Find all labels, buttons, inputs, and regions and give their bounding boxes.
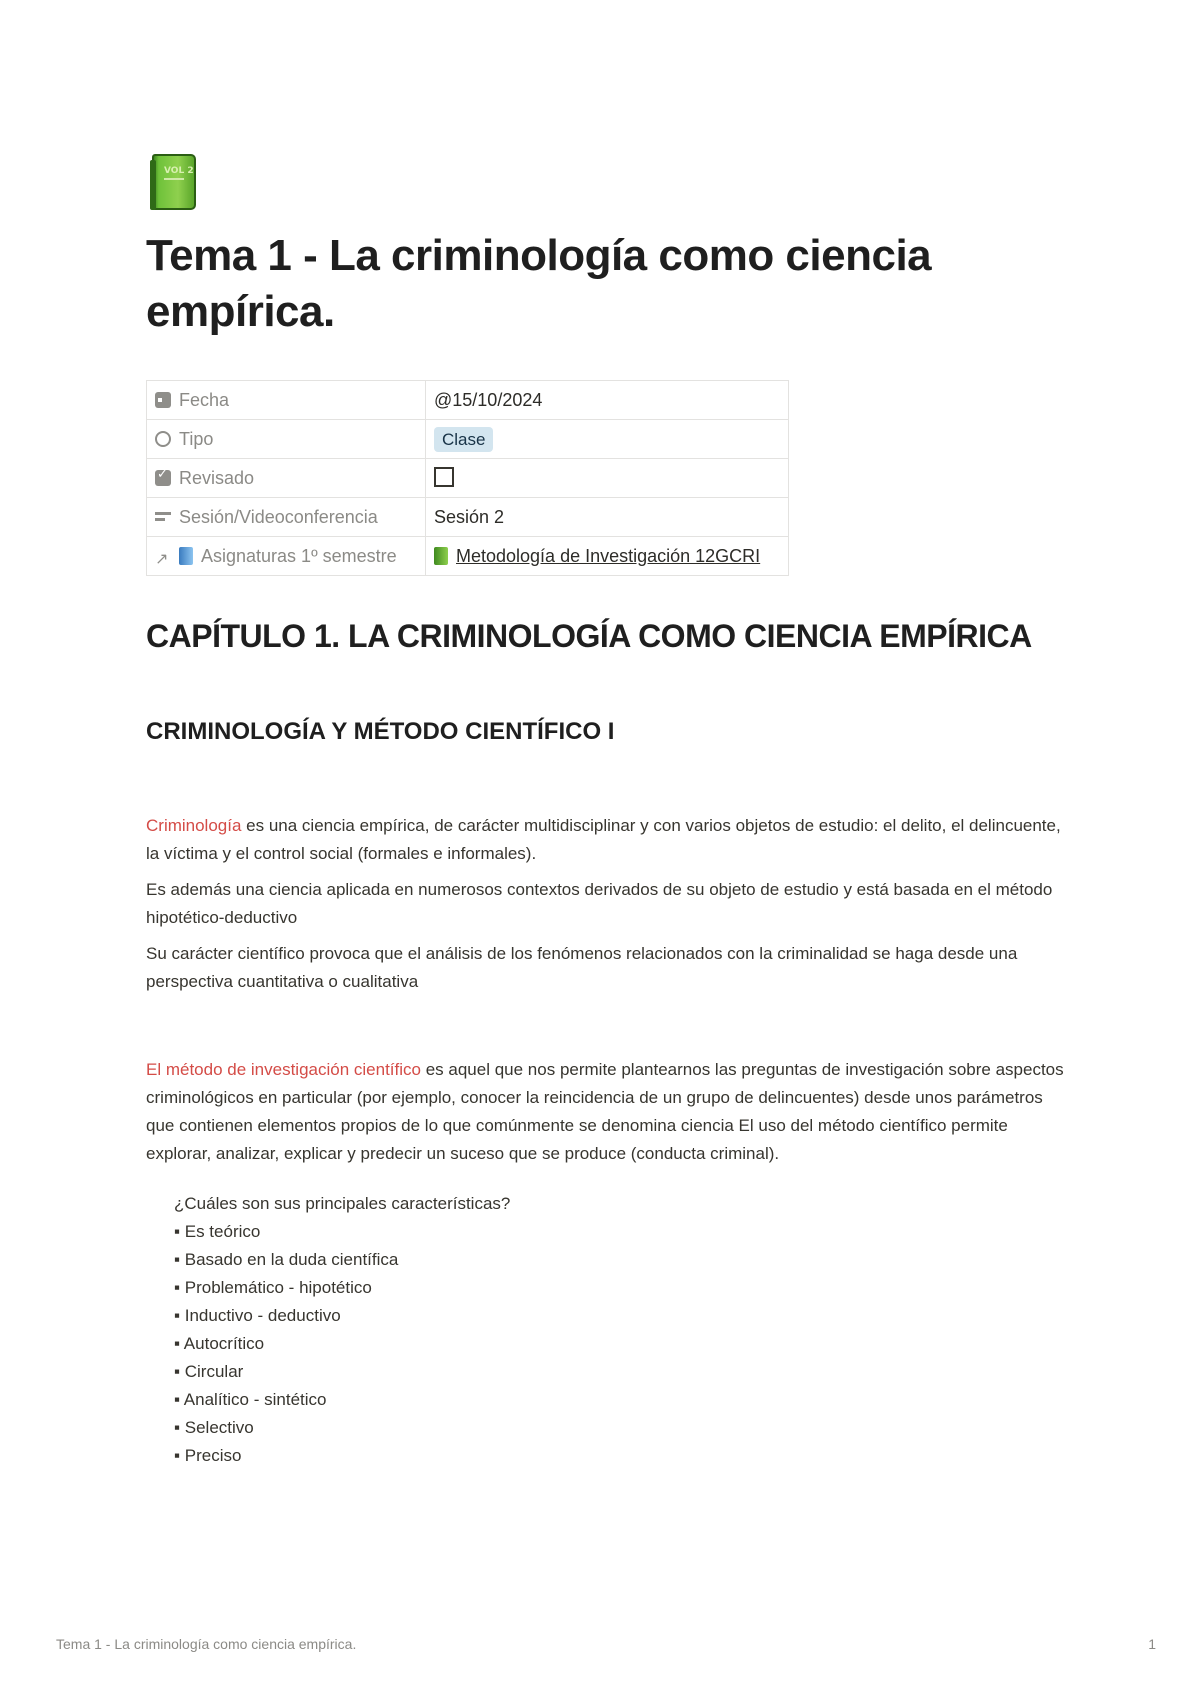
checkbox-icon: [155, 470, 171, 486]
property-row-fecha: [147, 381, 789, 420]
property-key: Revisado: [179, 467, 255, 488]
list-item: ▪ Analítico - sintético: [174, 1390, 327, 1409]
property-key: Asignaturas 1º semestre: [201, 545, 397, 566]
property-key: Fecha: [179, 389, 230, 410]
characteristics-list: [146, 1190, 1066, 1470]
list-item: ▪ Basado en la duda científica: [174, 1250, 399, 1269]
list-item: ▪ Circular: [174, 1362, 244, 1381]
list-item: ▪ Preciso: [174, 1446, 242, 1465]
revisado-checkbox[interactable]: [434, 467, 454, 487]
highlight-term: Criminología: [146, 816, 242, 835]
green-book-icon: [434, 547, 448, 565]
footer-title: Tema 1 - La criminología como ciencia empírica.: [56, 1636, 357, 1652]
property-key: Tipo: [179, 428, 214, 449]
list-item: ▪ Inductivo - deductivo: [174, 1306, 341, 1325]
property-row-asignaturas: [147, 537, 789, 576]
section-heading: CRIMINOLOGÍA Y MÉTODO CIENTÍFICO I: [146, 718, 615, 745]
session-value[interactable]: Sesión 2: [434, 506, 505, 527]
property-row-sesion: [147, 498, 789, 537]
page-title: Tema 1 - La criminología como ciencia empírica.: [146, 231, 932, 336]
type-tag[interactable]: Clase: [434, 427, 493, 452]
subject-link[interactable]: Metodología de Investigación 12GCRI: [456, 545, 761, 566]
list-item: ▪ Problemático - hipotético: [174, 1278, 372, 1297]
paragraph-ciencia-aplicada: Es además una ciencia aplicada en numerosos contextos derivados de su objeto de estudio y está basada en el método hipotético-deductivo: [146, 880, 1053, 927]
type-select-icon: [155, 431, 171, 447]
paragraph-criminologia: Criminología es una ciencia empírica, de carácter multidisciplinar y con varios objetos de estudio: el delito, el delincuente, la víctima y el control social (formales e informales).: [146, 816, 1061, 863]
document-page: [146, 150, 1066, 1470]
highlight-term: El método de investigación científico: [146, 1060, 421, 1079]
list-title: ¿Cuáles son sus principales características?: [174, 1194, 511, 1213]
paragraph-caracter-cientifico: Su carácter científico provoca que el análisis de los fenómenos relacionados con la criminalidad se haga desde una perspectiva cuantitativa o cualitativa: [146, 944, 1018, 991]
green-book-icon: VOL 2: [146, 150, 202, 214]
blue-book-icon: [179, 547, 193, 565]
properties-table: [146, 380, 789, 576]
list-item: ▪ Selectivo: [174, 1418, 254, 1437]
paragraph-metodo: El método de investigación científico es aquel que nos permite plantearnos las preguntas de investigación sobre aspectos criminológicos en particular (por ejemplo, conocer la reincidencia de un grupo de delincuentes) desde unos parámetros que contienen elementos propios de lo que comúnmente se denomina ciencia El uso del método científico permite explorar, analizar, explicar y predecir un suceso que se produce (conducta criminal).: [146, 1060, 1064, 1163]
property-row-tipo: [147, 420, 789, 459]
property-row-revisado: [147, 459, 789, 498]
list-item: ▪ Autocrítico: [174, 1334, 265, 1353]
chapter-heading: CAPÍTULO 1. LA CRIMINOLOGÍA COMO CIENCIA EMPÍRICA: [146, 618, 1032, 654]
date-value[interactable]: @15/10/2024: [434, 389, 543, 410]
relation-arrow-icon: ↗: [155, 548, 169, 568]
list-item: ▪ Es teórico: [174, 1222, 261, 1241]
text-lines-icon: [155, 509, 171, 525]
property-key: Sesión/Videoconferencia: [179, 506, 378, 527]
page-number: 1: [1148, 1636, 1156, 1652]
calendar-icon: [155, 392, 171, 408]
